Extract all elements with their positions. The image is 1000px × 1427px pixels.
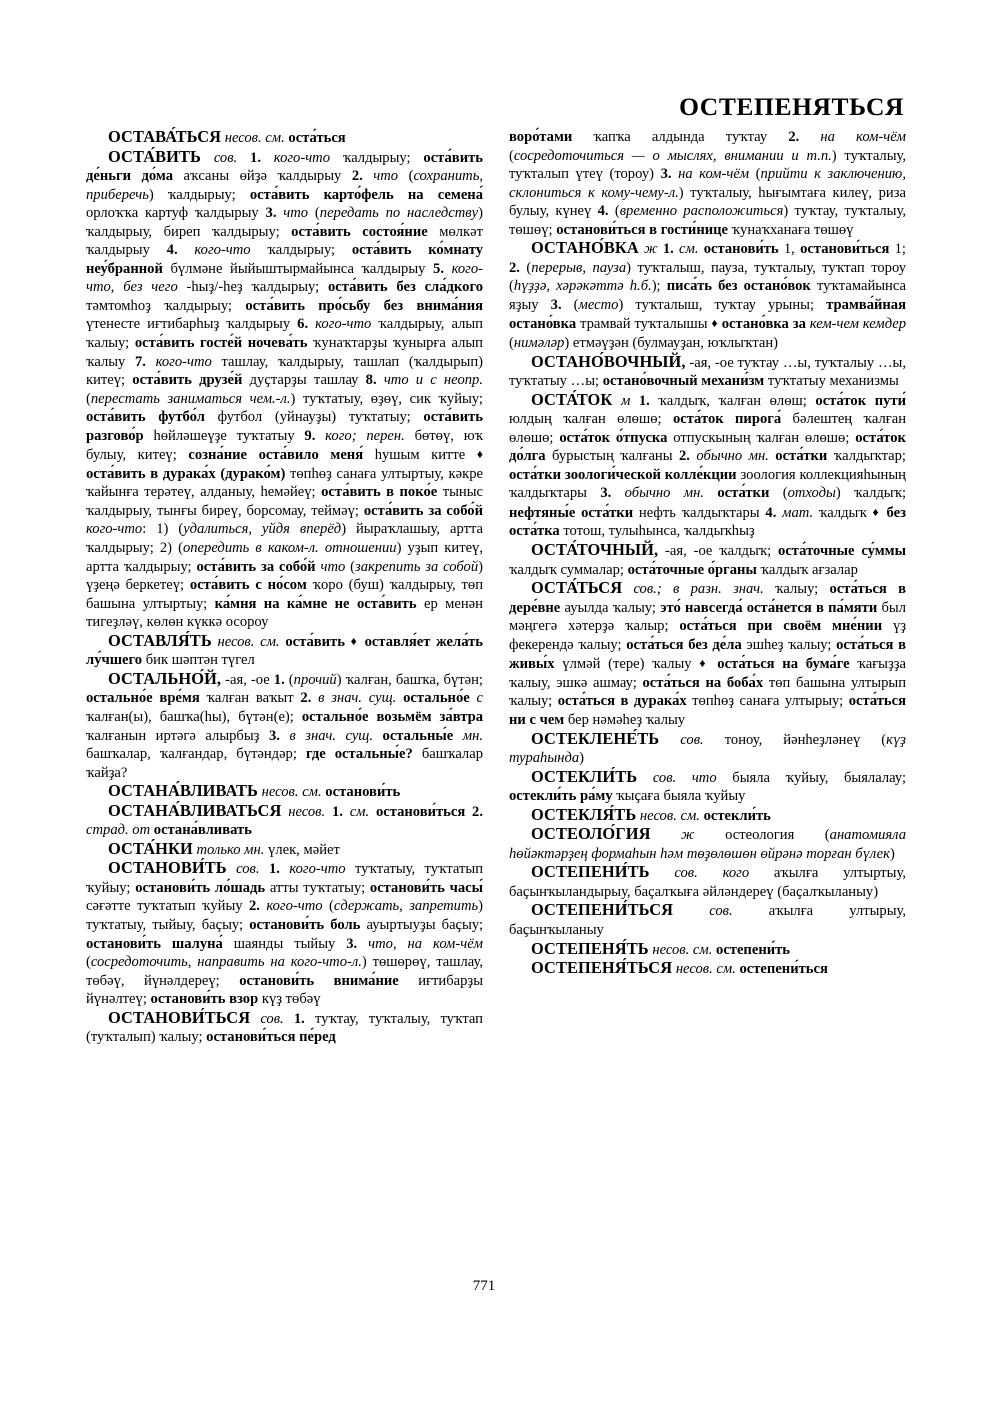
dictionary-entry: ОСТЕПЕНИ́ТЬСЯ сов. аҡылға ултырыу, баҫынҡыланыу xyxy=(509,900,906,938)
running-head: ОСТЕПЕНЯТЬСЯ xyxy=(679,92,904,121)
dictionary-entry: ОСТАВЛЯ́ТЬ несов. см. оста́вить ♦ оставля́ет жела́ть лу́чшего бик шәптән түгел xyxy=(86,630,484,669)
dictionary-entry: ОСТАВА́ТЬСЯ несов. см. оста́ться xyxy=(108,127,346,146)
dictionary-entry: ОСТАНОВИ́ТЬ сов. 1. кого-что туҡтатыу, туҡтатып ҡуйыу; останови́ть ло́шадь атты туҡтатыу; останови́ть часы́ сәғәтте туҡтатып ҡуйыу 2. кого-что (сдержать, запретить) туҡтатыу, тыйыу, баҫыу; останови́ть боль ауыртыуҙы баҫыу; останови́ть шалуна́ шаянды тыйыу 3. что, на ком-чём (сосредоточить, направить на кого-что-л.) төшөрөү, ташлау, төбәү, йүнәлдереү; останови́ть внима́ние иғтибарҙы йүнәлтеү; останови́ть взор күҙ төбәү xyxy=(86,858,484,1008)
dictionary-entry: ОСТЕПЕНЯ́ТЬ несов. см. остепени́ть xyxy=(531,938,791,958)
dictionary-entry: ОСТА́НКИ только мн. үлек, мәйет xyxy=(108,838,340,858)
dictionary-entry: ОСТЕКЛЯ́ТЬ несов. см. остекли́ть xyxy=(531,804,771,824)
dictionary-entry: ОСТЕКЛЕНЕ́ТЬ сов. тоноу, йәнһеҙләнеү (күҙ тураһында) xyxy=(509,728,906,767)
dictionary-entry: ОСТАНА́ВЛИВАТЬСЯ несов. 1. см. останови́ться 2. страд. от остана́вливать xyxy=(86,800,483,839)
dictionary-entry: ОСТЕОЛО́ГИЯ ж остеология (анатомияла һөйәктәрҙең формаһын һәм төҙөлөшөн өйрәнә торған бүлек) xyxy=(509,824,906,862)
dictionary-entry: ОСТАНА́ВЛИВАТЬ несов. см. останови́ть xyxy=(108,781,401,801)
folio-number: 771 xyxy=(472,1278,496,1294)
dictionary-entry: ОСТАНОВИ́ТЬСЯ сов. 1. туҡтау, туҡталыу, туҡтап (туҡталып) ҡалыу; останови́ться пе́ред xyxy=(86,1007,483,1046)
dictionary-entry: ОСТЕПЕНЯ́ТЬСЯ несов. см. остепени́ться xyxy=(531,958,828,978)
dictionary-entry: воро́тами ҡапҡа алдында туҡтау 2. на ком-чём (сосредоточиться — о мыслях, внимании и т.п.) туҡталыу, туҡталып үтеү (тороу) 3. на ком-чём (прийти к заключению, склониться к кому-чему-л.) туҡталыу, һығымтаға килеү, риза булыу, күнеү 4. (временно расположиться) туҡтау, туҡталыу, төшөү; останови́ться в гости́нице ҡунаҡханаға төшөү xyxy=(509,129,907,238)
dictionary-entry: ОСТА́ТОЧНЫЙ, -ая, -ое ҡалдыҡ; оста́точные су́ммы ҡалдыҡ суммалар; оста́точные о́рганы ҡалдыҡ ағзалар xyxy=(509,540,906,578)
dictionary-entry: ОСТЕПЕНИ́ТЬ сов. кого аҡылға ултыртыу, баҫынҡыландырыу, баҫалҡыға әйләндереү (баҫалҡыланыу) xyxy=(509,862,906,900)
dictionary-entry: ОСТА́ТЬСЯ сов.; в разн. знач. ҡалыу; оста́ться в дере́вне ауылда ҡалыу; это́ навсегда́ оста́нется в па́мяти был мәңгегә хәтерҙә ҡалыр; оста́ться при своём мне́нии үҙ фекерендә ҡалыу; оста́ться без де́ла эшһеҙ ҡалыу; оста́ться в живы́х үлмәй (тере) ҡалыу ♦ оста́ться на бума́ге ҡағыҙҙа ҡалыу, эшкә ашмау; оста́ться на боба́х төп башына ултырып ҡалыу; оста́ться в дурака́х төпһөҙ санаға ултырыу; оста́ться ни с чем бер нәмәһеҙ ҡалыу xyxy=(509,578,907,728)
dictionary-entry: ОСТА́ВИТЬ сов. 1. кого-что ҡалдырыу; оста́вить де́ньги до́ма аҡсаны өйҙә ҡалдырыу 2. что (сохранить, приберечь) ҡалдырыу; оста́вить карто́фель на семена́ орлоҡҡа картуф ҡалдырыу 3. что (передать по наследству) ҡалдырыу, биреп ҡалдырыу; оста́вить состоя́ние мөлкәт ҡалдырыу 4. кого-что ҡалдырыу; оста́вить ко́мнату неу́бранной бүлмәне йыйыштырмайынса ҡалдырыу 5. кого-что, без чего -һыҙ/-һеҙ ҡалдырыу; оста́вить без сла́дкого тәмтомһоҙ ҡалдырыу; оста́вить про́сьбу без внима́ния үтенесте иғтибарһыҙ ҡалдырыу 6. кого-что ҡалдырыу, алып ҡалыу; оста́вить госте́й ночева́ть ҡунаҡтарҙы ҡунырға алып ҡалыу 7. кого-что ташлау, ҡалдырыу, ташлап (ҡалдырып) китеү; оста́вить друзе́й дуҫтарҙы ташлау 8. что и с неопр. (перестать заниматься чем.-л.) туҡтатыу, өҙөү, сик ҡуйыу; оста́вить футбо́л футбол (уйнауҙы) туҡтатыу; оста́вить разгово́р һөйләшеүҙе туҡтатыу 9. кого; перен. бөтөү, юҡ булыу, китеү; созна́ние оста́вило меня́ һушым китте ♦ оста́вить в дурака́х (дурако́м) төпһөҙ санаға ултыртыу, кәкре ҡайынға терәтеү, алданыу, һемәйеү; оста́вить в поко́е тыныс ҡалдырыу, тынғы биреү, борсомау, теймәү; оста́вить за собо́й кого-что: 1) (удалиться, уйдя вперёд) йыраҡлашыу, артта ҡалдырыу; 2) (опередить в каком-л. отношении) уҙып китеү, артта ҡалдырыу; оста́вить за собо́й что (закрепить за собой) үҙеңә беркетеү; оста́вить с но́сом ҡоро (буш) ҡалдырыу, төп башына ултыртыу; ка́мня на ка́мне не оста́вить ер менән тигеҙләү, көлөн күккә осороу xyxy=(86,146,484,631)
dictionary-entry: ОСТА́ТОК м 1. ҡалдыҡ, ҡалған өлөш; оста́ток пути́ юлдың ҡалған өлөшө; оста́ток пирога́ бәлештең ҡалған өлөшө; оста́ток о́тпуска отпускының ҡалған өлөшө; оста́ток до́лга бурыстың ҡалғаны 2. обычно мн. оста́тки ҡалдыҡтар; оста́тки зоологи́ческой колле́кции зоология коллекцияһының ҡалдыҡтары 3. обычно мн. оста́тки (отходы) ҡалдыҡ; нефтяны́е оста́тки нефть ҡалдыҡтары 4. мат. ҡалдыҡ ♦ без оста́тка тотош, тулыһынса, ҡалдыҡһыҙ xyxy=(509,389,907,540)
dictionary-entry: ОСТЕКЛИ́ТЬ сов. что быяла ҡуйыу, быялалау; остекли́ть ра́му ҡыҫаға быяла ҡуйыу xyxy=(509,766,907,805)
page-folio xyxy=(0,1278,1000,1295)
dictionary-entry: ОСТАЛЬНО́Й, -ая, -ое 1. (прочий) ҡалған, башҡа, бүтән; остально́е вре́мя ҡалған ваҡыт 2. в знач. сущ. остально́е с ҡалған(ы), башҡа(һы), бүтән(е); остально́е возьмём за́втра ҡалғанын иртәгә алырбыҙ 3. в знач. сущ. остальны́е мн. башҡалар, ҡалғандар, бүтәндәр; где остальны́е? башҡалар ҡайҙа? xyxy=(86,668,484,781)
two-column-body xyxy=(86,128,906,1047)
dictionary-entry: ОСТАНО́ВКА ж 1. см. останови́ть 1, останови́ться 1; 2. (перерыв, пауза) туҡталыш, пауза, туҡталыу, туҡтап тороу (һүҙҙә, хәрәкәттә һ.б.); писа́ть без остано́вок туҡтамайынса яҙыу 3. (место) туҡталыш, туҡтау урыны; трамва́йная остано́вка трамвай туҡталышы ♦ остано́вка за кем-чем кемдер (нимәләр) етмәүҙән (булмауҙан, юҡлыҡтан) xyxy=(509,238,907,352)
dictionary-entry: ОСТАНО́ВОЧНЫЙ, -ая, -ое туҡтау …ы, туҡталыу …ы, туҡтатыу …ы; остано́вочный механи́зм туҡтатыу механизмы xyxy=(509,351,906,390)
right-column xyxy=(509,128,906,1047)
left-column xyxy=(86,128,483,1047)
